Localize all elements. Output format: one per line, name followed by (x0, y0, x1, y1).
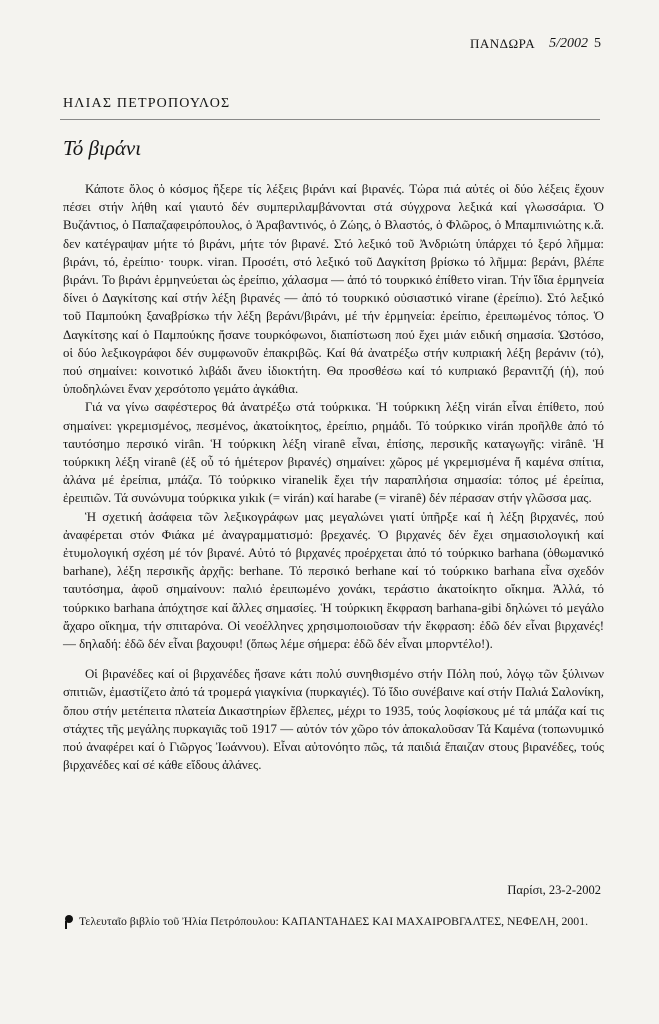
issue-number: 5/2002 (549, 36, 588, 51)
article-body (63, 180, 604, 775)
paragraph-4: Οἱ βιρανέδες καί οἱ βιρχανέδες ἤσανε κάτι πολύ συνηθισμένο στήν Πόλη πού, λόγῳ τῶν ξύλινων σπιτιῶν, ἐμαστίζετο ἀπό τά τρομερά γιαγκίνια (πυρκαγιές). Τό ἴδιο συνέβαινε καί στήν Παλιά Σαλονίκη, ὅπου στήν μετέπειτα πλατεία Δικαστηρίων ἔβλεπες, μέχρι το 1935, τούς λοφίσκους μέ τά μπάζα καί τις στάχτες τῆς μεγάλης πυρκαγιᾶς τοῦ 1917 — αὐτόν τόν χῶρο τόν ἀποκαλοῦσαν Τά Καμένα (τοπωνυμικό πού ἀναφέρει καί ὁ Γιῶργος Ἰωάννου). Εἶναι αὐτονόητο πῶς, τά παιδιά ἔπαιζαν στους βιρανέδες, τούς βιρχανέδες καί σέ κάθε εἴδους ἀλάνες. (63, 667, 604, 773)
author-name: ΗΛΙΑΣ ΠΕΤΡΟΠΟΥΛΟΣ (63, 96, 231, 111)
logo-text: ΠΑΝΔΩΡΑ (469, 36, 536, 51)
magazine-logo (470, 36, 535, 52)
header-rule (60, 119, 600, 120)
running-header (470, 36, 601, 52)
footnote (63, 914, 593, 929)
paragraph-2: Γιά να γίνω σαφέστερος θά ἀνατρέξω στά τούρκικα. Ἡ τούρκικη λέξη virán εἶναι ἐπίθετο, πού σημαίνει: γκρεμισμένος, πεσμένος, ἀκατοίκητος, ἐρείπιο, ρημάδι. Τό τούρκικο virán προῆλθε ἀπό τό ταυτόσημο περσικό virân. Ἡ τούρκικη λέξη viranê εἶναι, ἐπίσης, περσικῆς καταγωγῆς: virânê. Ἡ τούρκικη λέξη viranê (ἐξ οὗ τό ἡμέτερον βιρανές) σημαίνει: χῶρος μέ γκρεμισμένα ἤ καμένα σπίτια, ἀλάνα μέ ἐρείπια, μπάζα. Τό τούρκικο viranelik ἔχει τήν παραπλήσια σημασία: τόπος μέ ἐρείπια, ἐρειπιῶν. Τά συνώνυμα τούρκικα yıkık (= virán) καί harabe (= viranê) δέν πέρασαν στήν γλῶσσα μας. (63, 400, 604, 506)
footnote-text: Τελευταῖο βιβλίο τοῦ Ἠλία Πετρόπουλου: ΚΑΠΑΝΤΑΗΔΕΣ ΚΑΙ ΜΑΧΑΙΡΟΒΓΑΛΤΕΣ, ΝΕΦΕΛΗ, 2001. (79, 914, 589, 928)
paragraph-1: Κάποτε ὅλος ὁ κόσμος ἤξερε τίς λέξεις βιράνι καί βιρανές. Τώρα πιά αὐτές οἱ δύο λέξεις ἔχουν πέσει στήν λήθη καί γιαυτό δέν συμπεριλαμβάνονται στά σύγχρονα λεξικά καί γλωσσάρια. Ὁ Βυζάντιος, ὁ Παπαζαφειρόπουλος, ὁ Ἀραβαντινός, ὁ Ζώης, ὁ Βλαστός, ὁ Φλῶρος, ὁ Μπαμπινιώτης κ.ἄ. δεν κατέγραψαν μήτε τό βιράνι, μήτε τόν βιρανέ. Στό λεξικό τοῦ Ἀνδριώτη ὑπάρχει τό ξερό λῆμμα: βιράνι, τό, ἐρείπιο· τουρκ. viran. Προσέτι, στό λεξικό τοῦ Δαγκίτση βρίσκω τό λῆμμα: βεράνι, βλέπε βιράνι. Το βιράνι ἑρμηνεύεται ὡς ἐρείπιο, χάλασμα — ἀπό τό τουρκικό ἐπίθετο viran. Τήν ἴδια ἑρμηνεία δίνει ὁ Δαγκίτσης καί στήν λέξη βιρανές — ἀπό τό τουρκικό οὐσιαστικό virane (ἐρείπιο). Στό λεξικό τοῦ Παμπούκη ξαναβρίσκω τήν λέξη βεράνι/βιράνι, μέ τήν ἑρμηνεία: ἐρείπιο, ἐρειπωμένος τόπος. Ὁ Δαγκίτσης καί ὁ Παμπούκης ἤσανε τουρκόφωνοι, διαπίστωση πού ἔχει μιάν ειδική σημασία. Ὡστόσο, οἱ δύο λεξικογράφοι δέν συμφωνοῦν ἐπακριβῶς. Καί θά ἀνατρέξω στήν κυπριακή λέξη βεράνιν (τό), πού σημαίνει: κοινοτικό λιβάδι ἄνευ ἰδιοκτήτη. Θα προσθέσω καί τό κυπριακό βερανιτζή (ἡ), πού ὑποδηλώνει ἕναν χερσότοπο γεμάτο ἀγκάθια. (63, 182, 604, 397)
page-number: 5 (594, 36, 601, 51)
paragraph-3: Ἡ σχετική ἀσάφεια τῶν λεξικογράφων μας μεγαλώνει γιατί ὑπῆρξε καί ἡ λέξη βιρχανές, πού ἀναφέρεται στόν Φιάκα μέ ἀναγραμματισμό: βρεχανές. Ὁ βιρχανές δέν ἔχει σημασιολογική καί ἐτυμολογική σχέση μέ τόν βιρανέ. Αὐτό τό βιρχανές προέρχεται ἀπό τό τούρκικο barhana (ὀθωμανικό barhane), λέξη περσικῆς ἀρχῆς: berhane. Τό περσικό berhane καί τό τούρκικο barhana εἶνα σχεδόν ταυτόσημα, ἀφοῦ σημαίνουν: παλιό ἐρειπωμένο χονάκι, τεράστιο ἀκατοίκητο οἴκημα. Ἀλλά, τό τούρκικο barhana ἀπόχτησε καί ἄλλες σημασίες. Ἡ τούρκικη ἔκφραση barhana-gibi δηλώνει τό μεγάλο ἄχαρο οἴκημα, τήν σπιταρόνα. Οἱ νεοέλληνες χρησιμοποιοῦσαν τήν ἔκφραση: ἐδῶ δέν εἶναι βιρχανές! — δηλαδή: ἐδῶ δέν εἶναι βαχουφι! (ὅπως λέμε σήμερα: ἐδῶ δέν εἶναι μπορντέλο!). (63, 509, 604, 652)
footnote-marker-icon (63, 915, 73, 929)
article-title: Τό βιράνι (63, 136, 142, 160)
place-date-signoff: Παρίσι, 23-2-2002 (507, 883, 601, 897)
